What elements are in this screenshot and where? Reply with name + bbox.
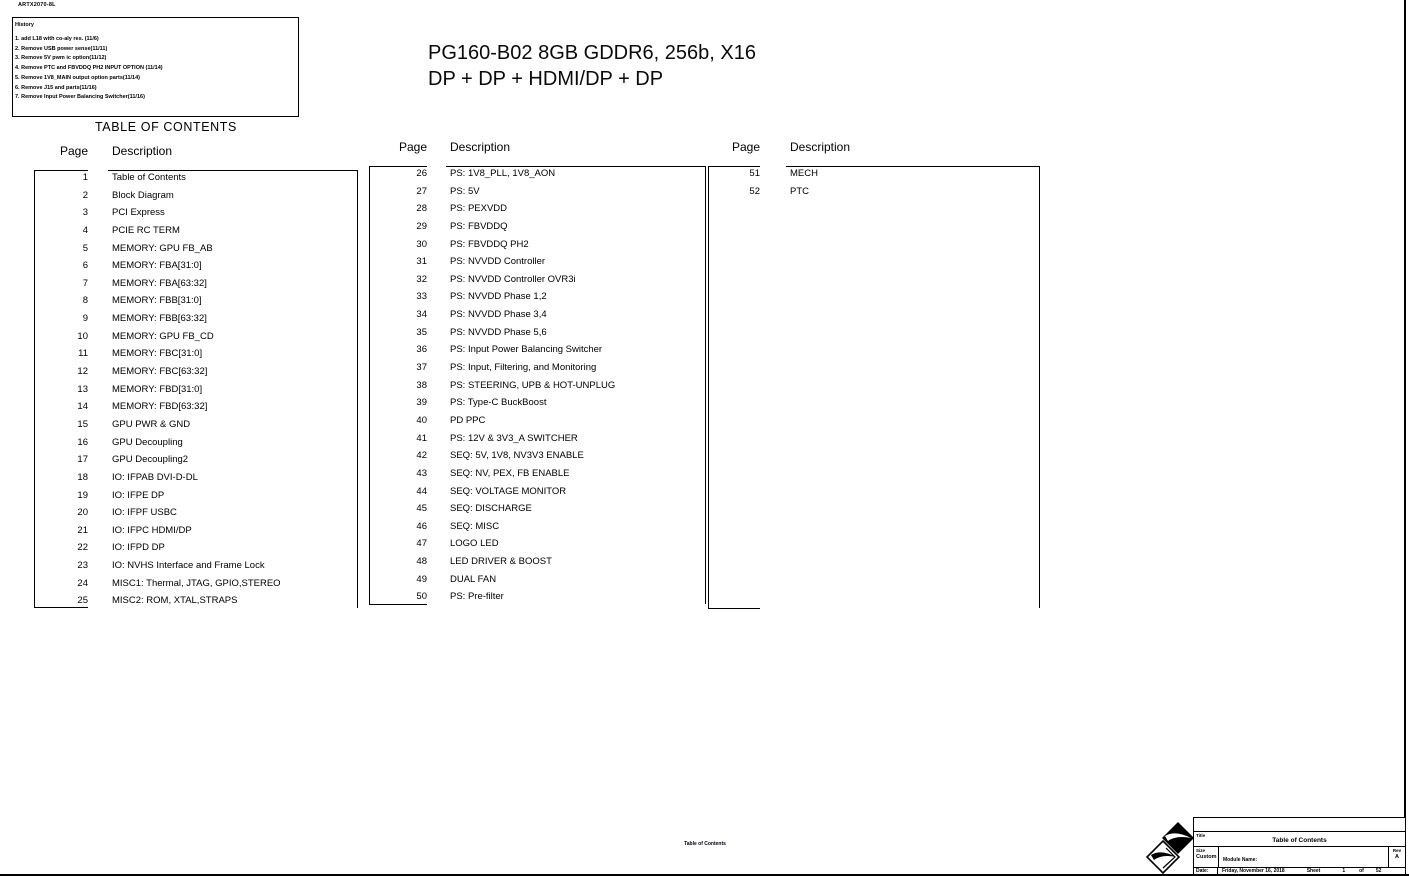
toc-row [34,295,358,313]
title-block [1193,817,1406,875]
toc-row-description: PS: Input Power Balancing Switcher [450,344,603,356]
toc-column-2 [369,136,706,603]
toc-row-description: PS: 1V8_PLL, 1V8_AON [450,168,556,179]
column-header-page: Page [731,140,760,154]
rev-value: A [1395,854,1399,861]
toc-row-description: LOGO LED [450,538,499,550]
toc-row-page: 4 [82,224,88,236]
column-header-page: Page [398,140,427,154]
toc-row-description: PS: STEERING, UPB & HOT-UNPLUG [450,379,616,391]
column-header-description: Description [112,144,173,158]
toc-row-description: Table of Contents [112,172,186,183]
history-item: 6. Remove J15 and parts(11/16) [15,84,97,91]
toc-row-page: 25 [77,595,88,607]
toc-row [369,344,706,362]
toc-row-description: PS: NVVDD Phase 5,6 [450,326,547,338]
toc-row-page: 50 [416,591,427,603]
sheet-number: 1 [1342,868,1346,874]
toc-column-1 [34,140,358,607]
toc-row-description: MEMORY: GPU FB_AB [112,242,213,254]
toc-row-description: PD PPC [450,414,486,426]
header-rule-description [786,166,1040,167]
toc-row-page: 8 [82,295,88,307]
toc-row-page: 42 [416,450,427,462]
size-value: Custom [1196,854,1217,861]
history-item: 1. add L18 with co-aly res. (11/6) [15,36,99,42]
toc-row [34,454,358,472]
toc-row [34,437,358,455]
toc-row-description: IO: IFPF USBC [112,507,177,519]
module-name-cell [1219,847,1388,867]
toc-row [34,243,358,261]
toc-row-description: MECH [790,168,818,179]
header-rule-page [708,166,760,167]
toc-row [369,221,706,239]
toc-row-description: SEQ: NV, PEX, FB ENABLE [450,467,570,479]
toc-row-page: 17 [77,454,88,466]
toc-row-page: 12 [77,366,88,378]
history-item: 4. Remove PTC and FBVDDQ PH2 INPUT OPTION (11/14) [15,65,163,72]
toc-row [34,348,358,366]
toc-row-page: 22 [77,542,88,554]
toc-row-description: DUAL FAN [450,573,497,585]
toc-row [34,366,358,384]
toc-row [369,203,706,221]
toc-row [369,291,706,309]
toc-row-description: GPU Decoupling2 [112,454,189,466]
toc-row-page: 18 [77,471,88,483]
toc-row-description: PS: 5V [450,185,480,197]
history-item: 5. Remove 1V8_MAIN output option parts(11/14) [15,74,140,81]
toc-row-page: 41 [416,432,427,444]
toc-row-page: 51 [749,168,760,179]
rev-cell [1388,847,1405,867]
title-label: Title [1196,832,1206,838]
toc-row-page: 32 [416,273,427,285]
toc-row-description: SEQ: 5V, 1V8, NV3V3 ENABLE [450,450,584,462]
toc-row [369,362,706,380]
toc-row-page: 27 [416,185,427,197]
title-block-empty-row [1194,818,1405,832]
toc-column-3-header [708,136,1040,167]
toc-row-page: 39 [416,397,427,409]
toc-row-description: IO: NVHS Interface and Frame Lock [112,560,265,572]
toc-row [369,538,706,556]
toc-row-description: MEMORY: FBC[31:0] [112,348,203,360]
toc-row-page: 7 [82,277,88,289]
sheet-label: Sheet [1306,868,1321,874]
toc-row-description: IO: IFPAB DVI-D-DL [112,471,198,483]
toc-row-page: 38 [416,379,427,391]
history-item: 3. Remove 5V pwm ic option(11/12) [15,55,107,62]
toc-row [369,433,706,451]
history-box [12,17,299,117]
toc-row-page: 13 [77,383,88,395]
toc-row [34,472,358,490]
schematic-title-line2: DP + DP + HDMI/DP + DP [428,68,664,90]
column-border-right [1039,167,1040,608]
toc-row-page: 34 [416,309,427,321]
toc-row-page: 40 [416,414,427,426]
toc-row-description: GPU Decoupling [112,436,183,448]
title-block-title-row [1194,832,1405,848]
toc-row-description: IO: IFPC HDMI/DP [112,524,192,536]
toc-row-page: 28 [416,203,427,215]
toc-row-page: 35 [416,326,427,338]
toc-row-page: 49 [416,573,427,585]
toc-row [34,490,358,508]
toc-row-description: Block Diagram [112,189,174,201]
toc-row-description: MEMORY: FBB[31:0] [112,295,202,307]
column-border-left [708,167,709,608]
toc-row-description: MISC2: ROM, XTAL,STRAPS [112,595,238,607]
header-rule-description [446,166,706,167]
toc-column-2-header [369,136,706,167]
toc-list [708,168,1040,203]
toc-row-page: 48 [416,556,427,568]
toc-row-page: 21 [77,524,88,536]
toc-row-description: PS: NVVDD Controller OVR3i [450,273,576,285]
toc-row [34,225,358,243]
toc-row [34,172,358,190]
toc-row-page: 15 [77,418,88,430]
toc-row-description: PS: NVVDD Controller [450,256,546,268]
toc-row-page: 36 [416,344,427,356]
toc-row [34,560,358,578]
date-label: Date: [1194,868,1218,874]
toc-row-page: 1 [82,172,88,183]
column-header-description: Description [790,140,851,154]
toc-row [369,468,706,486]
toc-row-page: 37 [416,362,427,374]
toc-row-page: 29 [416,220,427,232]
toc-row [34,419,358,437]
toc-row-description: SEQ: DISCHARGE [450,503,532,515]
sheet-of-label: of [1359,868,1364,874]
toc-row [34,525,358,543]
toc-row-description: PS: 12V & 3V3_A SWITCHER [450,432,578,444]
toc-row-description: SEQ: VOLTAGE MONITOR [450,485,567,497]
rev-label: Rev [1392,848,1402,854]
toc-row [369,574,706,592]
size-label: Size [1196,848,1206,854]
module-name-label: Module Name: [1223,857,1258,864]
toc-row-page: 26 [416,168,427,179]
column-header-description: Description [450,140,511,154]
toc-row-page: 9 [82,313,88,325]
toc-row-page: 31 [416,256,427,268]
toc-row-description: SEQ: MISC [450,520,500,532]
toc-row [34,260,358,278]
toc-row-page: 5 [82,242,88,254]
toc-row-page: 11 [78,348,88,360]
history-list [15,35,296,103]
toc-row [34,542,358,560]
toc-row-page: 24 [77,577,88,589]
sheet-border-right [1404,0,1406,876]
toc-row [369,415,706,433]
toc-row [369,309,706,327]
toc-row [708,186,1040,204]
toc-row-page: 33 [416,291,427,303]
header-rule-page [369,166,427,167]
toc-row-description: PS: NVVDD Phase 1,2 [450,291,547,303]
toc-row [369,503,706,521]
toc-row-description: PS: Pre-filter [450,591,504,603]
toc-row-page: 20 [77,507,88,519]
toc-row [34,207,358,225]
toc-row-description: PS: PEXVDD [450,203,508,215]
toc-row-description: MEMORY: FBC[63:32] [112,366,208,378]
size-cell [1194,847,1219,867]
toc-row [369,327,706,345]
header-rule-description [108,170,358,171]
toc-row-page: 6 [82,260,88,272]
toc-row [369,186,706,204]
toc-row-description: IO: IFPD DP [112,542,165,554]
toc-row [369,521,706,539]
toc-row [369,450,706,468]
toc-row-page: 52 [749,185,760,197]
toc-row [369,274,706,292]
toc-row-description: PS: FBVDDQ PH2 [450,238,529,250]
toc-row-page: 43 [416,467,427,479]
toc-row-page: 16 [77,436,88,448]
toc-heading: TABLE OF CONTENTS [95,120,237,134]
toc-row [34,331,358,349]
toc-row [369,380,706,398]
toc-row-page: 14 [77,401,88,413]
schematic-title-line1: PG160-B02 8GB GDDR6, 256b, X16 [428,42,756,64]
toc-row [34,190,358,208]
toc-row [369,556,706,574]
toc-row [369,239,706,257]
toc-row-description: PS: FBVDDQ [450,220,508,232]
title-block-size-row [1194,847,1405,868]
toc-row-description: MEMORY: FBA[31:0] [112,260,202,272]
toc-list [34,172,358,613]
toc-row [34,278,358,296]
toc-row-description: GPU PWR & GND [112,418,191,430]
company-logo-icon [1146,820,1196,874]
toc-row [369,397,706,415]
toc-row-page: 44 [416,485,427,497]
toc-row [34,578,358,596]
toc-row-description: MEMORY: FBB[63:32] [112,313,207,325]
sheet-total: 52 [1375,868,1382,874]
toc-row [34,401,358,419]
toc-row [34,595,358,613]
toc-row [369,256,706,274]
toc-row-page: 10 [77,330,88,342]
toc-row-description: IO: IFPE DP [112,489,165,501]
toc-row-description: PS: NVVDD Phase 3,4 [450,309,547,321]
column-border-bottom [708,608,760,609]
toc-row-description: PCIE RC TERM [112,224,180,236]
toc-row-page: 30 [416,238,427,250]
toc-row-page: 47 [416,538,427,550]
toc-row [34,384,358,402]
history-heading: History [15,22,34,28]
history-item: 2. Remove USB power sense(11/11) [15,45,108,52]
title-block-doc-title: Table of Contents [1272,836,1327,844]
toc-row-description: LED DRIVER & BOOST [450,556,552,568]
toc-row-description: MEMORY: FBD[63:32] [112,401,208,413]
toc-column-3 [708,136,1040,197]
toc-row-page: 3 [82,207,88,219]
toc-row [708,168,1040,186]
toc-row-description: MEMORY: FBA[63:32] [112,277,207,289]
toc-row-description: PS: Input, Filtering, and Monitoring [450,362,597,374]
title-block-date-row [1194,868,1405,874]
toc-row-description: MISC1: Thermal, JTAG, GPIO,STEREO [112,577,281,589]
history-item: 7. Remove Input Power Balancing Switcher(11/16) [15,94,145,101]
toc-row-page: 19 [77,489,88,501]
toc-row-page: 45 [416,503,427,515]
schematic-title [428,40,756,92]
toc-row-description: PS: Type-C BuckBoost [450,397,547,409]
toc-row-description: PTC [790,185,809,197]
toc-row [34,313,358,331]
toc-row-description: PCI Express [112,207,165,219]
toc-row-description: MEMORY: FBD[31:0] [112,383,203,395]
toc-row [34,507,358,525]
toc-row [369,591,706,609]
toc-row-description: MEMORY: GPU FB_CD [112,330,214,342]
date-value: Friday, November 16, 2018 [1222,868,1285,874]
toc-row [369,486,706,504]
toc-column-1-header [34,140,358,171]
header-rule-page [34,170,88,171]
toc-row-page: 23 [77,560,88,572]
toc-list [369,168,706,609]
toc-row-page: 46 [416,520,427,532]
footer-page-label: Table of Contents [684,841,726,847]
document-code: ARTX2070-8L [18,2,56,8]
toc-row [369,168,706,186]
column-header-page: Page [59,144,88,158]
toc-row-page: 2 [82,189,88,201]
